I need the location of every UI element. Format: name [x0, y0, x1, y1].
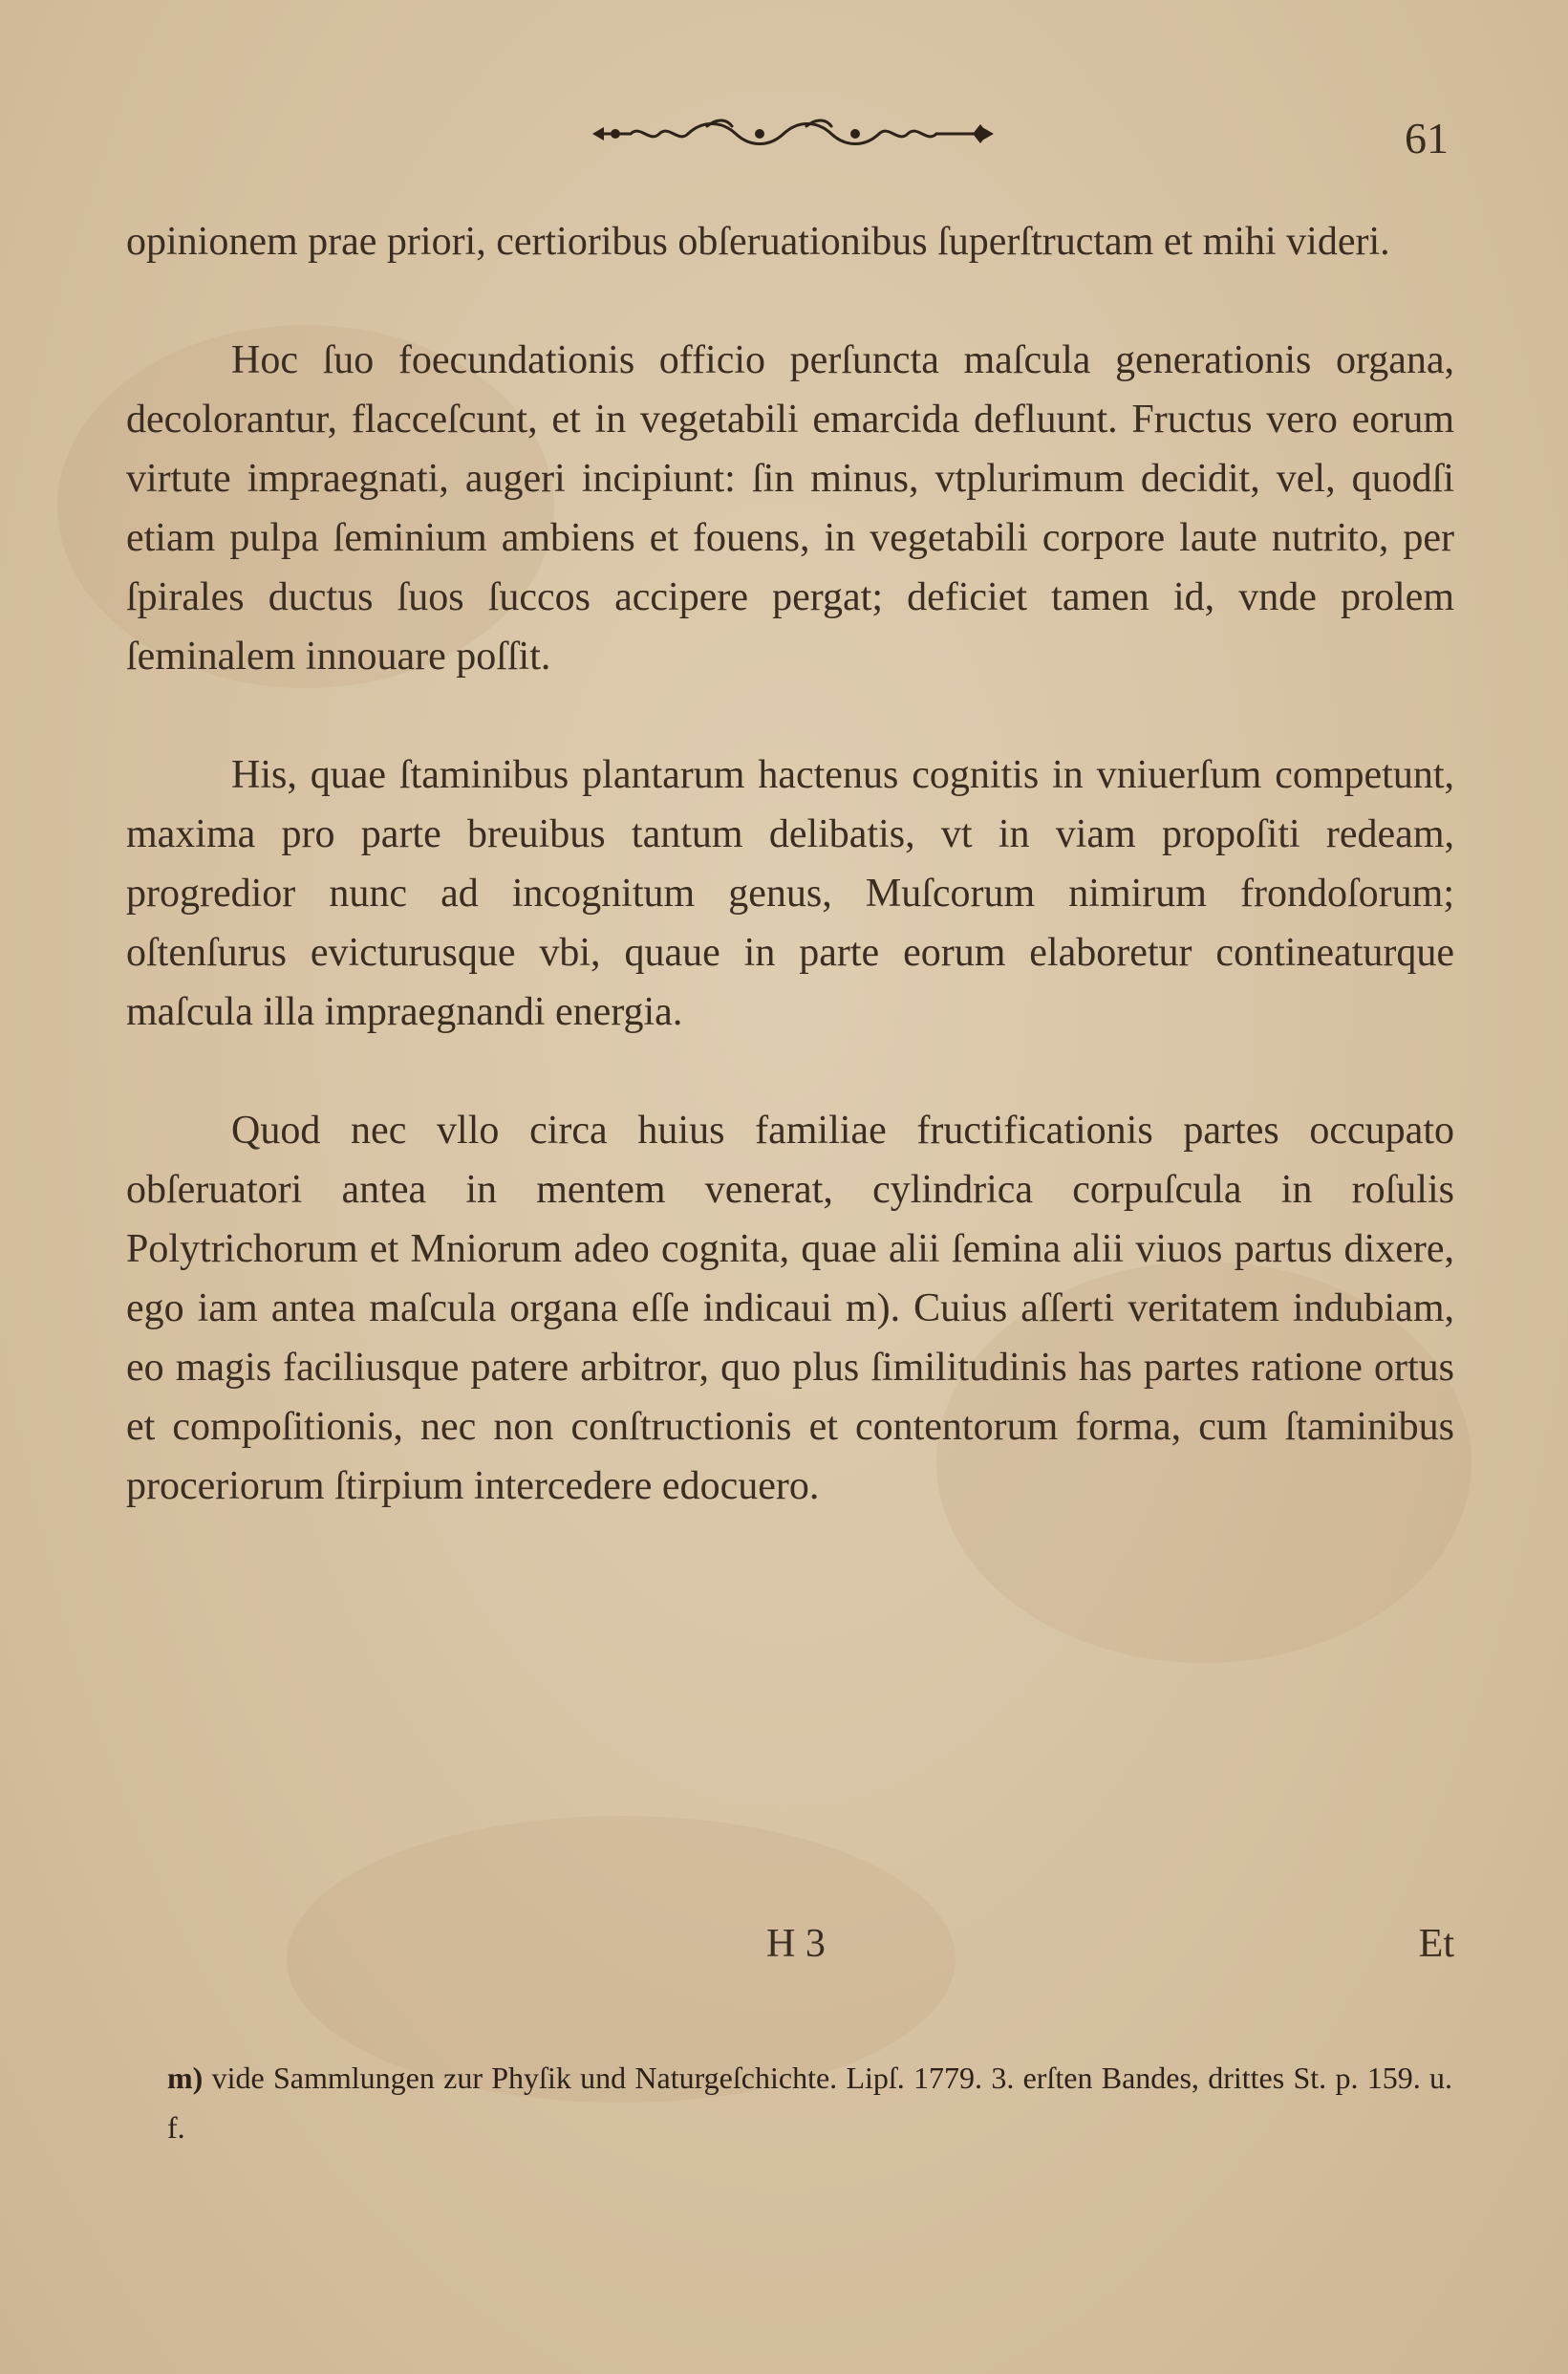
footnote-marker: m)	[167, 2061, 204, 2095]
page-number: 61	[1405, 114, 1449, 162]
paragraph: Quod nec vllo circa huius familiae fructificationis partes occupato obſeruatori antea in mentem venerat, cylindrica corpuſcula in roſulis Polytrichorum et Mniorum adeo cognita, quae alii ſemina alii viuos partus dixere, ego iam antea maſcula organa eſſe indicaui m). Cuius aſſerti veritatem indubiam, eo magis faciliusque patere arbitror, quo plus ſimilitudinis has partes ratione ortus et compoſitionis, nec non conſtructionis et contentorum forma, cum ſtaminibus proceriorum ſtirpium intercedere edocuero.	[126, 1109, 1454, 1508]
footnote-text: vide Sammlungen zur Phyſik und Naturgeſchichte. Lipſ. 1779. 3. erſten Bandes, drittes St. p. 159. u. f.	[167, 2061, 1453, 2145]
catchword: Et	[1418, 1922, 1454, 1966]
signature-line	[126, 1921, 1454, 1978]
printer-ornament-icon	[592, 115, 994, 153]
signature-mark: H 3	[766, 1922, 826, 1966]
paragraph: Hoc ſuo foecundationis officio perſuncta maſcula generationis organa, decolorantur, flacceſcunt, et in vegetabili emarcida defluunt. Fructus vero eorum virtute impraegnati, augeri incipiunt: ſin minus, vtplurimum decidit, vel, quodſi etiam pulpa ſeminium ambiens et fouens, in vegetabili corpore laute nutrito, per ſpirales ductus ſuos ſuccos accipere pergat; deficiet tamen id, vnde prolem ſeminalem innouare poſſit.	[126, 338, 1454, 679]
body-text	[126, 212, 1454, 1516]
paragraph: opinionem prae priori, certioribus obſeruationibus ſuperſtructam et mihi videri.	[126, 220, 1390, 264]
paragraph: His, quae ſtaminibus plantarum hactenus cognitis in vniuerſum competunt, maxima pro parte breuibus tantum delibatis, vt in viam propoſiti redeam, progredior nunc ad incognitum genus, Muſcorum nimirum frondoſorum; oſtenſurus evicturusque vbi, quaue in parte eorum elaboretur contineaturque maſcula illa impraegnandi energia.	[126, 753, 1454, 1034]
footnote	[167, 2053, 1452, 2152]
page-header	[0, 107, 1568, 174]
